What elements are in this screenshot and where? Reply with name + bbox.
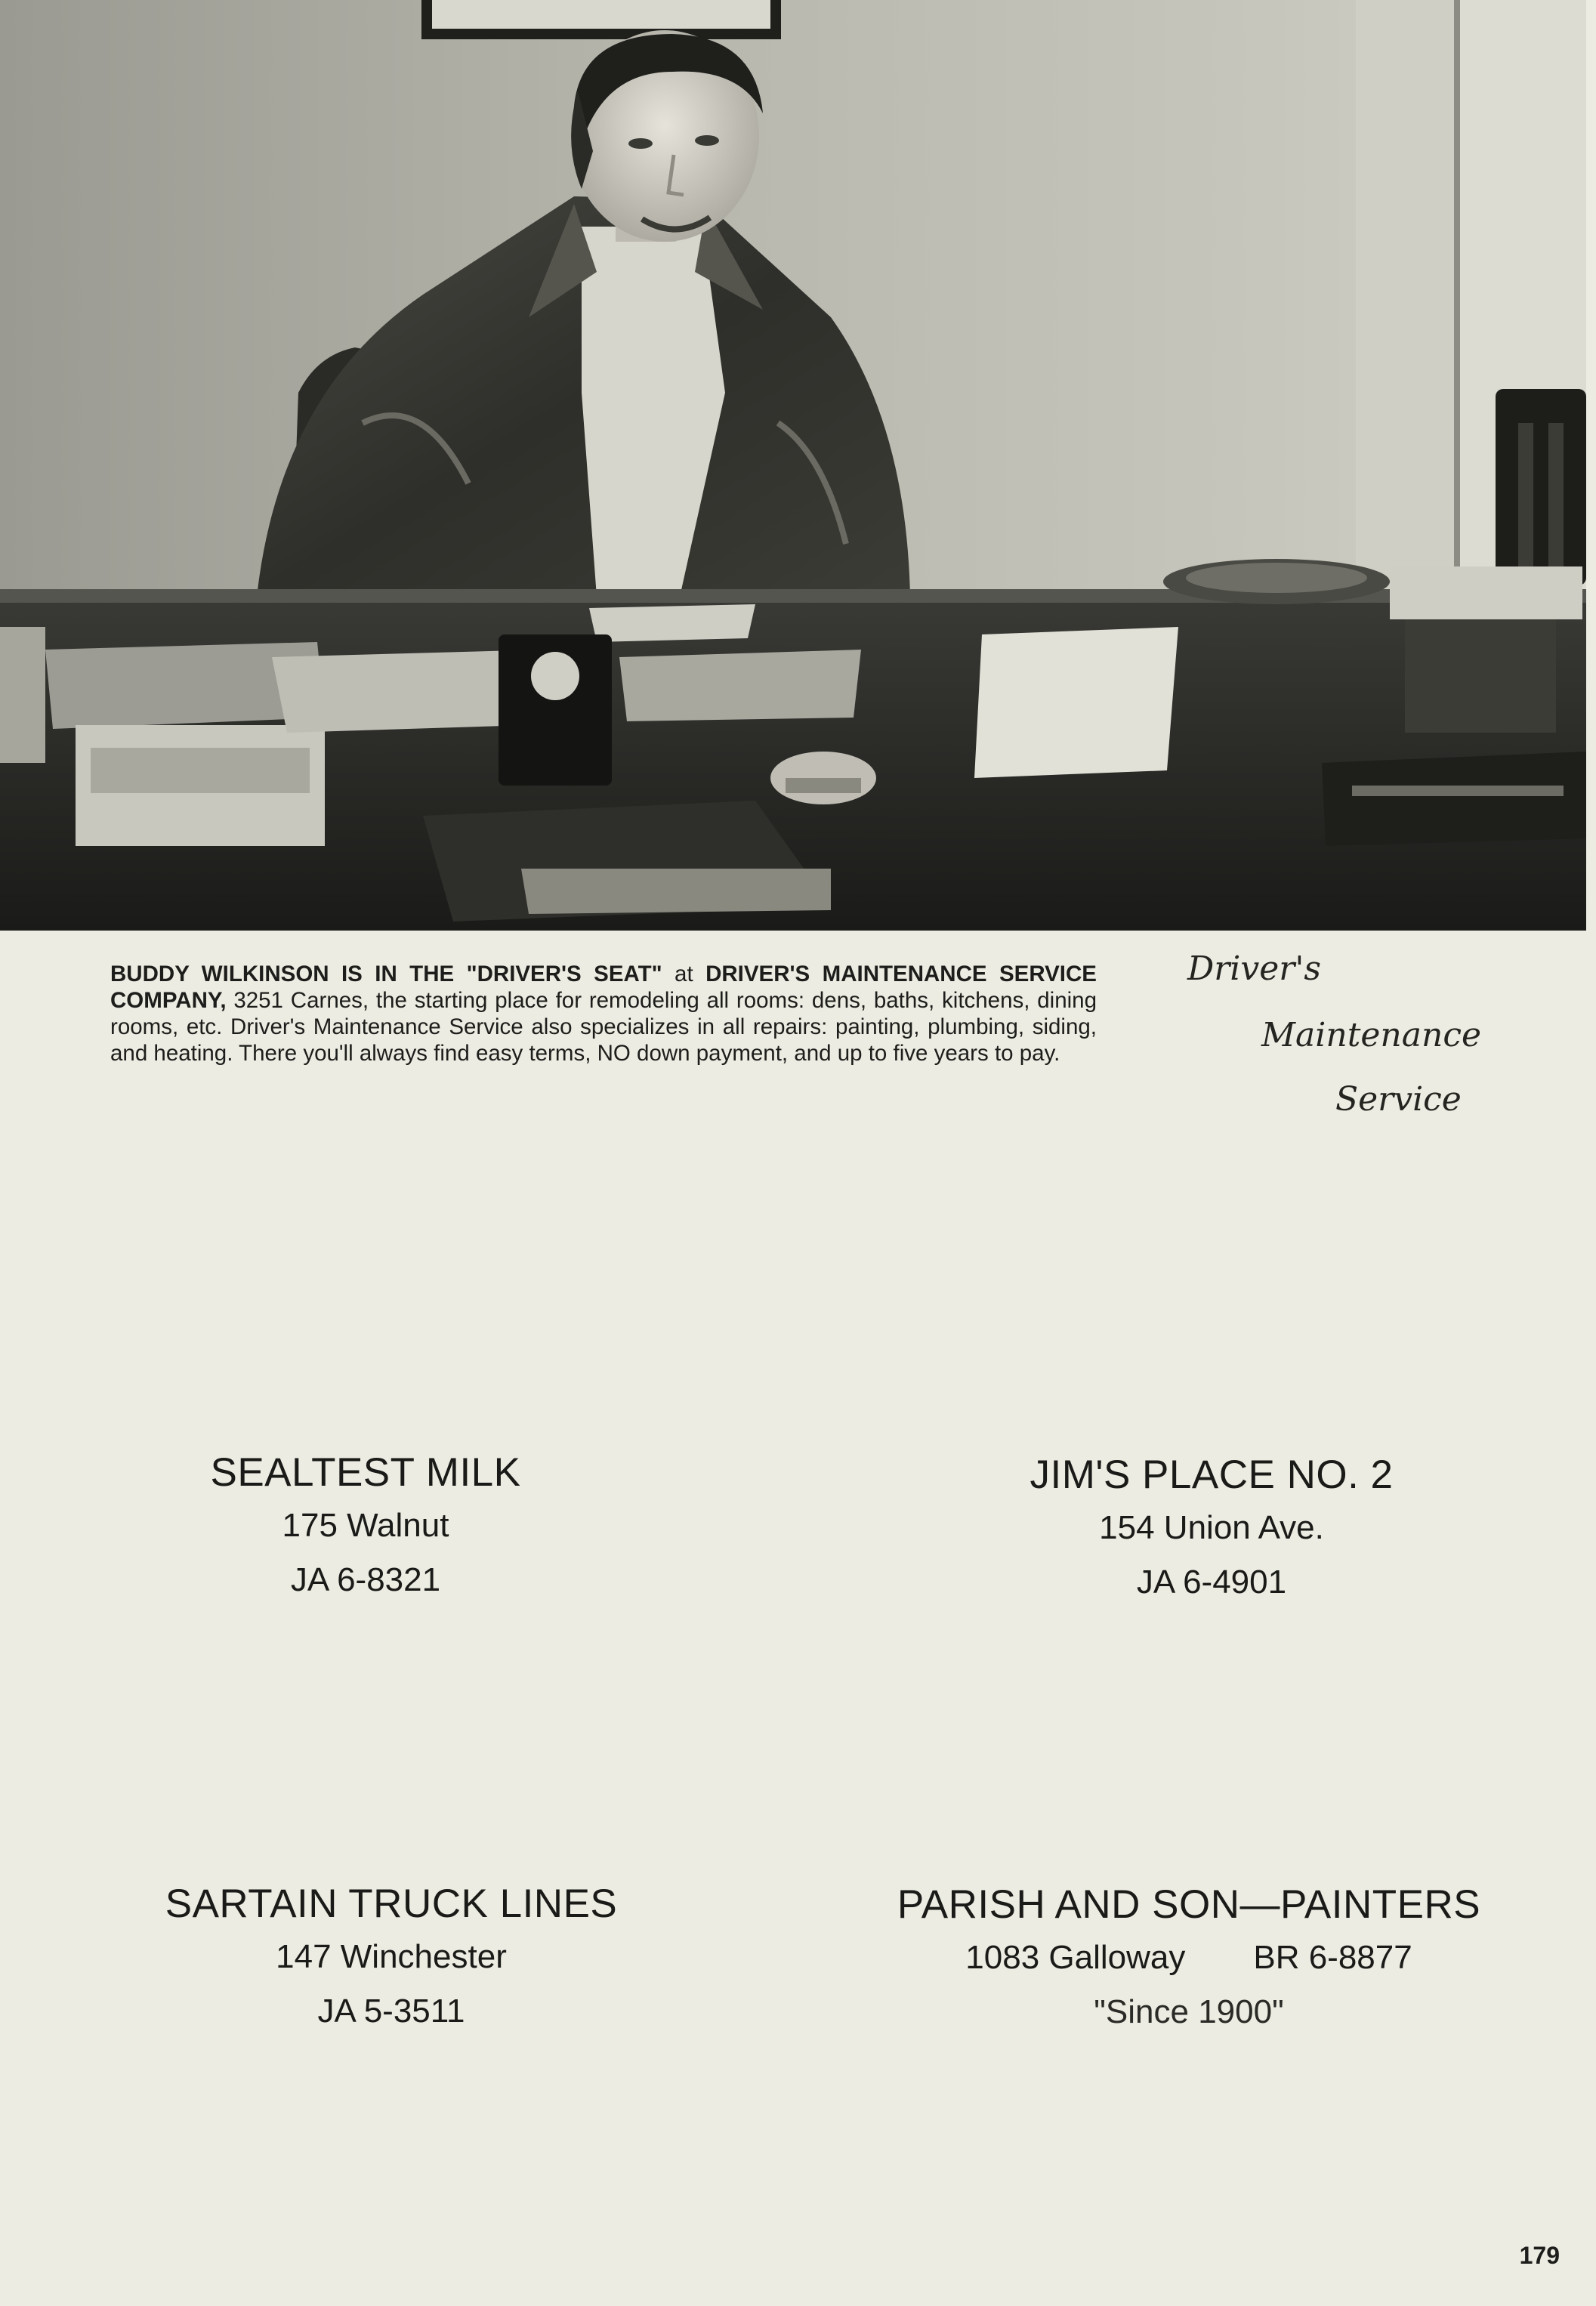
ad-address: 175 Walnut — [282, 1507, 449, 1544]
ad-parish-and-son-painters — [864, 1881, 1514, 2041]
ad-slogan: "Since 1900" — [1094, 1993, 1284, 2030]
page-number: 179 — [1519, 2242, 1560, 2269]
script-heading-line-1: Driver's — [1187, 949, 1321, 988]
caption-connector: at — [662, 962, 706, 986]
photograph-buddy-wilkinson-at-desk — [0, 0, 1586, 931]
ad-sartain-truck-lines — [127, 1880, 656, 2040]
ad-name: SEALTEST MILK — [210, 1450, 521, 1495]
caption-lead: BUDDY WILKINSON IS IN THE "DRIVER'S SEAT" — [110, 962, 662, 986]
ad-name: PARISH AND SON—PAINTERS — [897, 1882, 1481, 1927]
ad-address: 147 Winchester — [276, 1938, 507, 1975]
ad-name: SARTAIN TRUCK LINES — [165, 1882, 618, 1926]
ad-address: 154 Union Ave. — [1099, 1509, 1324, 1546]
ad-phone: JA 6-8321 — [290, 1561, 441, 1598]
ad-jims-place-no-2 — [947, 1451, 1476, 1611]
script-heading-line-3: Service — [1335, 1080, 1462, 1119]
ad-phone: JA 6-4901 — [1136, 1564, 1287, 1601]
ad-address-phone-line — [864, 1929, 1514, 1986]
ad-address: 1083 Galloway — [965, 1939, 1186, 1976]
ad-sealtest-milk — [139, 1449, 592, 1609]
caption-company: DRIVER'S MAINTENANCE SERVICE COMPANY, — [110, 962, 1097, 1013]
ad-phone: JA 5-3511 — [317, 1993, 465, 2030]
photo-illustration — [0, 0, 1586, 931]
photo-caption — [110, 961, 1097, 1067]
ad-phone: BR 6-8877 — [1253, 1939, 1412, 1976]
ad-name: JIM'S PLACE NO. 2 — [1030, 1452, 1394, 1497]
caption-body: 3251 Carnes, the starting place for remodeling all rooms: dens, baths, kitchens, dining rooms, etc. Driver's Maintenance Service also specializes in all repairs: painting, plumbing, siding, and heating. There you'll always find easy terms, NO down payment, and up to five years to pay. — [110, 988, 1097, 1066]
script-heading-line-2: Maintenance — [1261, 1016, 1482, 1054]
